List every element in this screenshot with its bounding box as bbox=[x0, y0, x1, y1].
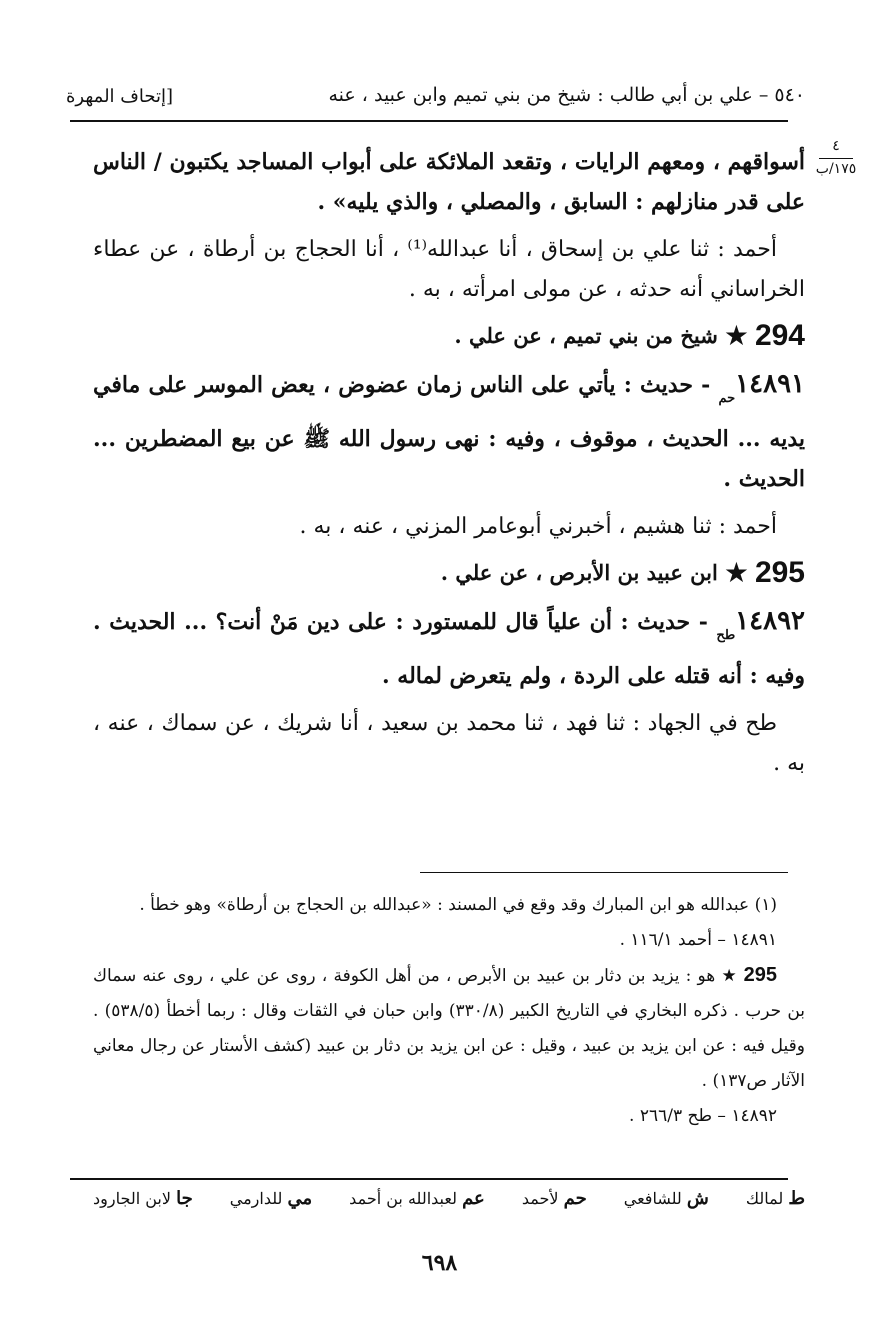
page-number: ٦٩٨ bbox=[421, 1250, 458, 1276]
entry-number: 295 bbox=[754, 556, 805, 589]
footnote-14891: ١٤٨٩١ – أحمد ١١٦/١ . bbox=[619, 930, 777, 950]
legend-item: ط لمالك bbox=[745, 1188, 805, 1209]
isnad-paragraph-ahmad: أحمد : ثنا علي بن إسحاق ، أنا عبدالله⁽¹⁾ ، أنا الحجاج بن أرطاة ، عن عطاء الخراساني أنه حدثه ، عن مولى امرأته ، به . bbox=[93, 237, 805, 302]
footnote-295 bbox=[93, 958, 805, 1099]
hadith-number: ١٤٨٩٢ bbox=[735, 606, 805, 636]
main-text bbox=[93, 142, 805, 784]
narrator-entry-294 bbox=[93, 316, 805, 356]
footnote-14892: ١٤٨٩٢ – طح ٢٦٦/٣ . bbox=[629, 1106, 777, 1126]
footnote-entry-number: 295 bbox=[743, 964, 777, 986]
narrator-entry-295 bbox=[93, 553, 805, 593]
running-header-title: ٥٤٠ – علي بن أبي طالب : شيخ من بني تميم وابن عبيد ، عنه bbox=[328, 84, 805, 106]
hadith-14891 bbox=[93, 364, 805, 499]
legend-rule bbox=[70, 1178, 788, 1180]
isnad-paragraph-hushaym: أحمد : ثنا هشيم ، أخبرني أبوعامر المزني ، عنه ، به . bbox=[299, 514, 777, 539]
isnad-paragraph-tahawi: طح في الجهاد : ثنا فهد ، ثنا محمد بن سعيد ، أنا شريك ، عن سماك ، عنه ، به . bbox=[93, 711, 805, 776]
footnote-rule bbox=[420, 872, 788, 873]
hadith-text: - حديث : أن علياً قال للمستورد : على دين مَنْ أنت؟ ... الحديث . وفيه : أنه قتله على الردة ، ولم يتعرض لماله . bbox=[93, 609, 805, 689]
entry-title: شيخ من بني تميم ، عن علي . bbox=[454, 323, 718, 348]
legend-item: مي للدارمي bbox=[229, 1188, 313, 1209]
legend-item: جا لابن الجارود bbox=[93, 1188, 193, 1209]
header-rule bbox=[70, 120, 788, 122]
hadith-text: - حديث : يأتي على الناس زمان عضوض ، يعض الموسر على مافي يديه ... الحديث ، موقوف ، وفيه : نهى رسول الله ﷺ عن بيع المضطرين ... الحديث . bbox=[93, 372, 805, 492]
source-siglum: حم bbox=[718, 391, 736, 406]
star-icon: ★ bbox=[721, 966, 738, 986]
footnote-text: هو : يزيد بن دثار بن عبيد بن الأبرص ، من أهل الكوفة ، روى عن علي ، روى عنه سماك بن حرب . ذكره البخاري في التاريخ الكبير (٣٣٠/٨) وابن حبان في الثقات وقال : ربما أخطأ (٥٣٨/٥) . وقيل فيه : عن ابن يزيد بن عبيد ، وقيل : عن ابن يزيد بن دثار بن عبيد (كشف الأستار عن رجال معاني الآثار ص١٣٧) . bbox=[93, 966, 805, 1091]
hadith-text-continued: أسواقهم ، ومعهم الرايات ، وتقعد الملائكة على أبواب المساجد يكتبون / الناس على قدر منازلهم : السابق ، والمصلي ، والذي يليه» . bbox=[93, 149, 805, 215]
running-header-book: [إتحاف المهرة bbox=[66, 86, 174, 107]
source-siglum: طح bbox=[716, 628, 736, 643]
entry-title: ابن عبيد بن الأبرص ، عن علي . bbox=[440, 560, 718, 585]
entry-number: 294 bbox=[754, 319, 805, 352]
hadith-14892 bbox=[93, 601, 805, 696]
star-icon: ★ bbox=[723, 319, 749, 352]
legend-item: ش للشافعي bbox=[623, 1188, 709, 1209]
hadith-number: ١٤٨٩١ bbox=[735, 369, 805, 399]
footnote-1: (١) عبدالله هو ابن المبارك وقد وقع في المسند : «عبدالله بن الحجاج بن أرطاة» وهو خطأ . bbox=[139, 895, 777, 915]
margin-ref-top: ٤ bbox=[832, 138, 840, 154]
margin-ref-rule bbox=[819, 158, 853, 159]
legend-item: حم لأحمد bbox=[521, 1188, 587, 1209]
legend-item: عم لعبدالله بن أحمد bbox=[349, 1188, 485, 1209]
star-icon: ★ bbox=[723, 556, 749, 589]
sigla-legend bbox=[93, 1188, 805, 1209]
margin-ref-bottom: ١٧٥/ب bbox=[815, 160, 857, 177]
margin-manuscript-ref bbox=[806, 138, 866, 178]
footnotes bbox=[93, 888, 805, 1134]
